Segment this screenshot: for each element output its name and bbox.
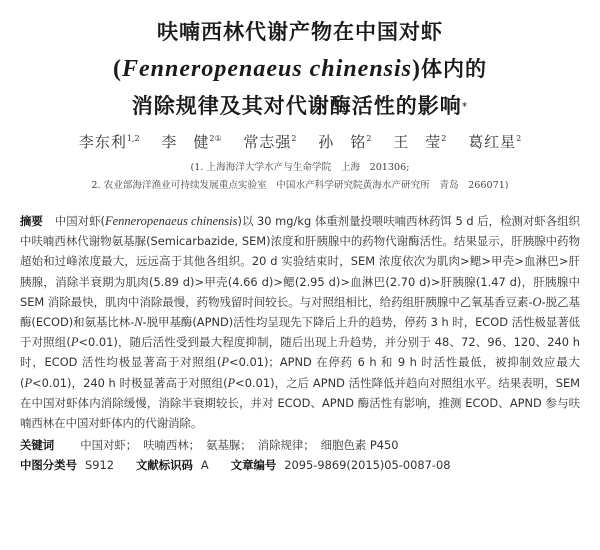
abstract-italic-p: P	[70, 335, 79, 350]
keyword: 消除规律；	[257, 438, 315, 453]
abstract-italic-o: O	[532, 294, 542, 309]
doc-code-value: A	[200, 458, 209, 473]
keywords	[20, 435, 580, 455]
abstract-text: )以 30 mg/kg 体重剂量投喂呋喃西林药饵 5 d 后，检测对虾各组织中呋喃西林代谢物氨基脲(Semicarbazide, SEM)浓度和肝胰腺中的药物代谢酶活性。结果显示，肝胰腺中药物超始和过峰浓度最大，远远高于其他各组织。20 d 实验结束时，SEM 浓度依次为肌肉>鳃>甲壳>血淋巴>肝胰腺，消除半衰期为肌肉(5.89 d)>甲壳(4.66 d)>鳃(2.95 d)>血淋巴(2.70 d)>肝胰腺(1.47 d)，肝胰腺中 SEM 消除最快，肌肉中消除最慢，药物残留时间较长。与对照组相比，给药组肝胰腺中乙氧基香豆素-	[20, 214, 580, 309]
keyword: 细胞色素 P450	[320, 438, 399, 453]
abstract-italic-n: N	[134, 315, 143, 330]
author-list	[20, 131, 580, 152]
title-paren-open: (	[112, 56, 122, 82]
abstract-text: <0.01)，之后 APND 活性降低并趋向对照组水平。结果表明，SEM 在中国对虾体内消除缓慢，消除半衰期较长，并对 ECOD、APND 酶活性有影响，推测 ECOD、APND 参与呋喃西林在中国对虾体内的代谢消除。	[20, 375, 580, 431]
abstract-text: -脱甲基酶(APND)活性均呈现先下降后上升的趋势，停药 3 h 时，ECOD 活性极显著低于对照组(	[20, 315, 580, 350]
title-line-2	[20, 51, 580, 88]
abstract-italic-p: P	[227, 375, 236, 390]
affiliation-1: (1. 上海海洋大学水产与生命学院 上海 201306;	[190, 162, 410, 173]
title-text-2: 体内的	[421, 57, 488, 81]
abstract-italic-p: P	[221, 355, 230, 370]
classification-line	[20, 455, 580, 475]
paper-title	[20, 0, 580, 125]
abstract-text: -脱乙基酶(ECOD)和氨基比林-	[20, 294, 580, 330]
author: 葛红星$^2$	[468, 133, 522, 151]
title-line-1	[20, 14, 580, 51]
article-number-label: 文章编号	[230, 458, 277, 473]
doc-code-label: 文献标识码	[135, 458, 193, 473]
abstract	[20, 211, 580, 433]
keyword: 呋喃西林；	[143, 438, 201, 453]
abstract-text: <0.01)，240 h 时极显著高于对照组(	[32, 375, 228, 390]
clc-value: S912	[84, 458, 114, 473]
abstract-text: 中国对虾(	[54, 214, 105, 228]
keyword: 中国对虾；	[80, 438, 138, 453]
abstract-italic-p: P	[24, 375, 33, 390]
affiliation-2: 2. 农业部海洋渔业可持续发展重点实验室 中国水产科学研究院黄海水产研究所 青岛 266071)	[91, 180, 509, 191]
title-line-3	[20, 88, 580, 125]
author: 孙 铭$^2$	[318, 133, 372, 151]
keywords-label: 关键词	[20, 438, 55, 453]
title-text-3: 消除规律及其对代谢酶活性的影响	[131, 94, 462, 118]
clc-label: 中图分类号	[20, 458, 77, 473]
article-number-value: 2095-9869(2015)05-0087-08	[284, 458, 451, 473]
title-text-1: 呋喃西林代谢产物在中国对虾	[157, 20, 443, 44]
keyword: 氨基脲；	[206, 438, 252, 453]
author: 李东利$^{1,2}$	[78, 133, 140, 151]
author: 李 健$^{2①}$	[161, 133, 222, 151]
author: 常志强$^2$	[243, 133, 297, 151]
title-species-name: Fenneropenaeus chinensis	[121, 56, 413, 82]
abstract-text: <0.01)；APND 在停药 6 h 和 9 h 时活性最低，被抑制效应最大(	[20, 355, 580, 390]
abstract-text: <0.01)，随后活性受到最大程度抑制，随后出现上升趋势，并分别于 48、72、96、120、240 h 时，ECOD 活性均极显著高于对照组(	[20, 335, 580, 370]
abstract-label: 摘要	[20, 214, 43, 228]
title-footnote-mark: *	[461, 100, 469, 113]
abstract-species-name: Fenneropenaeus chinensis	[104, 214, 238, 228]
title-paren-close: )	[412, 56, 422, 82]
author: 王 莹$^2$	[393, 133, 447, 151]
